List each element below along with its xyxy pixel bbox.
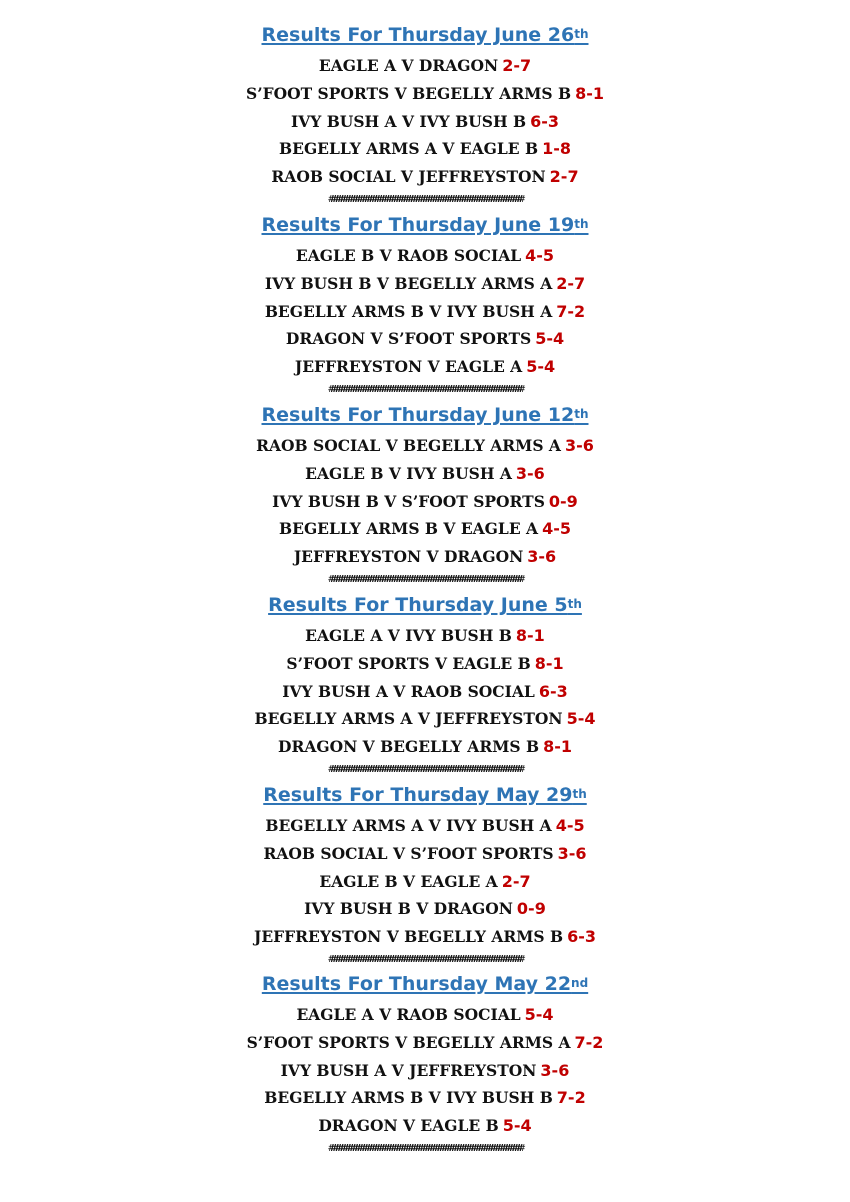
result-row <box>0 328 850 350</box>
match-teams: IVY BUSH B V DRAGON <box>304 899 513 918</box>
section-separator: ################################################################################ <box>328 574 522 585</box>
match-teams: S’FOOT SPORTS V BEGELLY ARMS A <box>246 1033 571 1052</box>
match-teams: BEGELLY ARMS A V IVY BUSH A <box>265 816 552 835</box>
result-row <box>0 708 850 730</box>
match-score: 2-7 <box>501 872 531 891</box>
result-row <box>0 491 850 513</box>
match-teams: JEFFREYSTON V DRAGON <box>293 547 524 566</box>
match-score: 2-7 <box>549 167 579 186</box>
result-row <box>0 736 850 758</box>
match-teams: JEFFREYSTON V EAGLE A <box>294 357 523 376</box>
match-teams: IVY BUSH A V JEFFREYSTON <box>280 1061 537 1080</box>
result-row <box>0 356 850 378</box>
match-score: 8-1 <box>543 737 572 756</box>
section-heading: Results For Thursday May 29th <box>263 784 587 806</box>
result-row <box>0 1087 850 1109</box>
result-row <box>0 1115 850 1137</box>
match-score: 4-5 <box>542 519 571 538</box>
match-teams: BEGELLY ARMS B V IVY BUSH B <box>264 1088 553 1107</box>
match-teams: BEGELLY ARMS A V EAGLE B <box>279 139 539 158</box>
match-score: 7-2 <box>574 1033 604 1052</box>
match-teams: RAOB SOCIAL V JEFFREYSTON <box>271 167 546 186</box>
section-separator: ################################################################################ <box>328 194 522 205</box>
match-score: 4-5 <box>525 246 555 265</box>
match-teams: RAOB SOCIAL V BEGELLY ARMS A <box>256 436 561 455</box>
section-heading: Results For Thursday June 5th <box>268 594 582 616</box>
section-separator: ################################################################################ <box>328 764 522 775</box>
match-score: 5-4 <box>524 1005 554 1024</box>
match-teams: DRAGON V EAGLE B <box>318 1116 499 1135</box>
match-teams: BEGELLY ARMS A V JEFFREYSTON <box>254 709 563 728</box>
result-row <box>0 653 850 675</box>
result-row <box>0 1032 850 1054</box>
match-teams: BEGELLY ARMS B V EAGLE A <box>279 519 539 538</box>
result-row <box>0 546 850 568</box>
match-teams: EAGLE A V IVY BUSH B <box>305 626 512 645</box>
result-row <box>0 463 850 485</box>
match-score: 8-1 <box>515 626 545 645</box>
match-score: 3-6 <box>557 844 587 863</box>
result-row <box>0 898 850 920</box>
result-row <box>0 1004 850 1026</box>
match-score: 0-9 <box>548 492 578 511</box>
section-heading: Results For Thursday June 12th <box>261 404 589 426</box>
section-heading: Results For Thursday May 22nd <box>261 973 589 995</box>
result-row <box>0 871 850 893</box>
match-teams: EAGLE B V RAOB SOCIAL <box>295 246 522 265</box>
match-score: 5-4 <box>502 1116 532 1135</box>
match-teams: EAGLE B V IVY BUSH A <box>305 464 512 483</box>
match-score: 4-5 <box>555 816 585 835</box>
result-row <box>0 55 850 77</box>
result-row <box>0 681 850 703</box>
result-row <box>0 1060 850 1082</box>
match-score: 0-9 <box>516 899 546 918</box>
match-score: 6-3 <box>567 927 597 946</box>
match-teams: EAGLE B V EAGLE A <box>319 872 498 891</box>
match-teams: BEGELLY ARMS B V IVY BUSH A <box>264 302 553 321</box>
result-row <box>0 435 850 457</box>
section-heading: Results For Thursday June 19th <box>261 214 589 236</box>
match-score: 5-4 <box>535 329 565 348</box>
match-teams: EAGLE A V DRAGON <box>318 56 499 75</box>
result-row <box>0 273 850 295</box>
match-teams: IVY BUSH A V IVY BUSH B <box>290 112 527 131</box>
match-score: 3-6 <box>564 436 594 455</box>
section-separator: ################################################################################ <box>328 384 522 395</box>
result-row <box>0 301 850 323</box>
result-row <box>0 926 850 948</box>
result-row <box>0 138 850 160</box>
section-heading: Results For Thursday June 26th <box>261 24 589 46</box>
result-row <box>0 83 850 105</box>
result-row <box>0 518 850 540</box>
result-row <box>0 245 850 267</box>
match-teams: JEFFREYSTON V BEGELLY ARMS B <box>253 927 564 946</box>
match-score: 5-4 <box>526 357 556 376</box>
section-separator: ################################################################################ <box>328 1143 522 1154</box>
match-score: 6-3 <box>530 112 560 131</box>
result-row <box>0 111 850 133</box>
match-teams: DRAGON V S’FOOT SPORTS <box>285 329 532 348</box>
match-teams: IVY BUSH A V RAOB SOCIAL <box>282 682 535 701</box>
result-row <box>0 815 850 837</box>
result-row <box>0 625 850 647</box>
match-score: 8-1 <box>575 84 604 103</box>
match-score: 7-2 <box>556 1088 586 1107</box>
match-teams: RAOB SOCIAL V S’FOOT SPORTS <box>263 844 554 863</box>
match-score: 1-8 <box>542 139 571 158</box>
match-score: 7-2 <box>556 302 586 321</box>
match-score: 6-3 <box>538 682 568 701</box>
section-separator: ################################################################################ <box>328 954 522 965</box>
match-score: 3-6 <box>540 1061 570 1080</box>
match-score: 3-6 <box>515 464 545 483</box>
match-teams: IVY BUSH B V S’FOOT SPORTS <box>272 492 545 511</box>
match-score: 8-1 <box>534 654 564 673</box>
match-teams: S’FOOT SPORTS V BEGELLY ARMS B <box>246 84 572 103</box>
match-teams: IVY BUSH B V BEGELLY ARMS A <box>264 274 553 293</box>
match-score: 2-7 <box>502 56 532 75</box>
match-score: 2-7 <box>556 274 586 293</box>
match-teams: S’FOOT SPORTS V EAGLE B <box>286 654 531 673</box>
match-teams: DRAGON V BEGELLY ARMS B <box>278 737 540 756</box>
result-row <box>0 166 850 188</box>
match-teams: EAGLE A V RAOB SOCIAL <box>296 1005 521 1024</box>
result-row <box>0 843 850 865</box>
match-score: 3-6 <box>527 547 557 566</box>
match-score: 5-4 <box>566 709 596 728</box>
